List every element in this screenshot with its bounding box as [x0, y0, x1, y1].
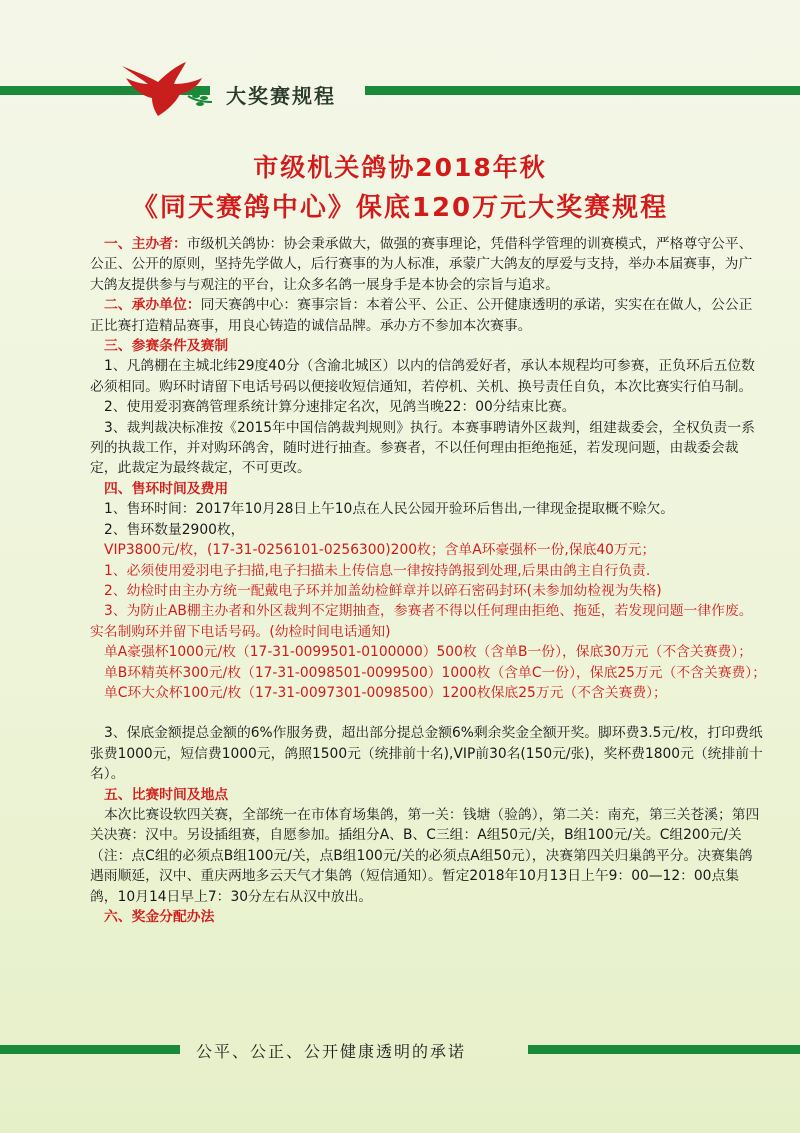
footer-slogan: 公平、公正、公开健康透明的承诺 — [196, 1042, 467, 1061]
section-1 — [90, 234, 766, 295]
section-4-heading: 四、售环时间及费用 — [104, 480, 229, 497]
section-3-item-3: 3、裁判裁决标准按《2015年中国信鸽裁判规则》执行。本赛事聘请外区裁判，组建裁委会，全权负责一系列的执裁工作，并对购环鸽舍，随时进行抽查。参赛者，不以任何理由拒绝拖延，若发现问题，由裁委会裁定，此裁定为最终裁定，不可更改。 — [90, 419, 755, 477]
section-3-heading: 三、参赛条件及赛制 — [104, 338, 229, 355]
section-2-body: 同天赛鸽中心：赛事宗旨：本着公平、公正、公开健康透明的承诺，实实在在做人，公公正正比赛打造精品赛事，用良心铸造的诚信品牌。承办方不参加本次赛事。 — [90, 297, 753, 334]
footer-stripe-left — [0, 1045, 180, 1054]
rule-electronic-scan: 1、必须使用爱羽电子扫描,电子扫描未上传信息一律按持鸽报到处理,后果由鸽主自行负责. — [104, 562, 651, 579]
vip-ring-line: VIP3800元/枚，(17-31-0256101-0256300)200枚；含单A环豪强杯一份,保底40万元； — [104, 542, 656, 559]
dove-icon — [118, 52, 218, 122]
title-line-2: 《同天赛鸽中心》保底120万元大奖赛规程 — [131, 193, 669, 223]
section-4-item-1: 1、售环时间：2017年10月28日上午10点在人民公园开验环后售出,一律现金提取概不赊欠。 — [104, 501, 675, 518]
rules-content — [90, 234, 766, 927]
rule-young-check: 2、幼检时由主办方统一配戴电子环并加盖幼检鲜章并以碎石密码封环(未参加幼检视为失格) — [104, 582, 662, 599]
ring-b-line: 单B环精英杯300元/枚（17-31-0098501-0099500）1000枚（含单C一份），保底25万元（不含关赛费）； — [104, 664, 766, 681]
ring-c-line: 单C环大众杯100元/枚（17-31-0097301-0098500）1200枚保底25万元（不含关赛费）； — [104, 684, 667, 701]
footer-stripe-right — [528, 1045, 800, 1054]
section-3-item-2: 2、使用爱羽赛鸽管理系统计算分速排定名次，见鸽当晚22：00分结束比赛。 — [104, 399, 576, 416]
section-5-heading: 五、比赛时间及地点 — [104, 786, 229, 803]
section-4-item-3: 3、保底金额提总金额的6%作服务费，超出部分提总金额6%剩余奖金全额开奖。脚环费3.5元/枚，打印费纸张费1000元，短信费1000元，鸽照1500元（统排前十名),VIP前30名(150元/张)，奖杯费1800元（统排前十名）。 — [90, 725, 763, 783]
section-2-heading: 二、承办单位： — [104, 297, 201, 314]
section-1-body: 市级机关鸽协：协会秉承做大，做强的赛事理论，凭借科学管理的训赛模式，严格尊守公平、公正、公开的原则，坚持先学做人，后行赛事的为人标准，承蒙广大鸽友的厚爱与支持，举办本届赛事，为广大鸽友提供参与与观注的平台，让众多名鸽一展身手是本协会的宗旨与追求。 — [90, 236, 753, 293]
section-3-item-1: 1、凡鸽棚在主城北纬29度40分（含渝北城区）以内的信鸽爱好者，承认本规程均可参赛，正负环后五位数必须相同。购环时请留下电话号码以便接收短信通知，若停机、关机、换号责任自负，本次比赛实行伯马制。 — [90, 358, 755, 395]
header-stripe-right — [365, 86, 800, 95]
section-2 — [90, 295, 766, 336]
title-line-1: 市级机关鸽协2018年秋 — [253, 153, 547, 182]
section-5-body: 本次比赛设软四关赛，全部统一在市体育场集鸽，第一关：钱塘（验鸽），第二关：南充，第三关苍溪；第四关决赛：汉中。另设插组赛，自愿参加。插组分A、B、C三组：A组50元/关，B组100元/关。C组200元/关（注：点C组的必须点B组100元/关，点B组100元/关的必须点A组50元），决赛第四关归巢鸽平分。决赛集鸽遇雨顺延，汉中、重庆两地多云天气才集鸽（短信通知）。暂定2018年10月13日上午9：00—12：00点集鸽，10月14日早上7：30分左右从汉中放出。 — [90, 806, 760, 905]
section-1-heading: 一、主办者： — [104, 236, 187, 252]
rule-spot-check: 3、为防止AB棚主办者和外区裁判不定期抽查，参赛者不得以任何理由拒绝、拖延，若发现问题一律作废。实名制购环并留下电话号码。(幼检时间电话通知) — [90, 603, 753, 640]
section-4-item-2: 2、售环数量2900枚， — [104, 521, 245, 538]
header-title: 大奖赛规程 — [226, 84, 336, 108]
section-6-heading: 六、奖金分配办法 — [104, 909, 215, 925]
ring-a-line: 单A豪强杯1000元/枚（17-31-0099501-0100000）500枚（含单B一份），保底30万元（不含关赛费）； — [104, 644, 753, 661]
